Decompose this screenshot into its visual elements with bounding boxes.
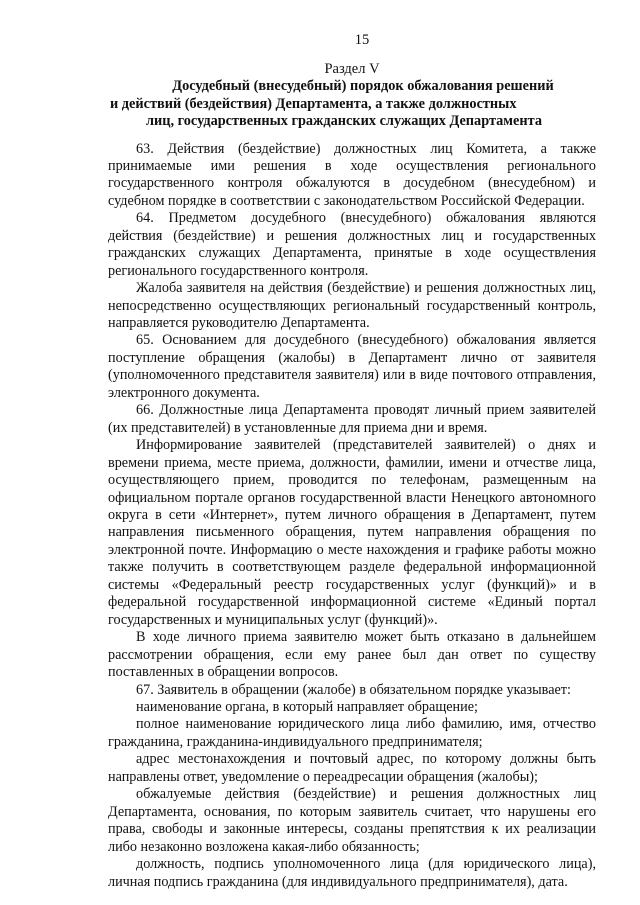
list-item-applicant-name: полное наименование юридического лица либо фамилию, имя, отчество гражданина, гражданина-индивидуального предпринимателя;	[108, 716, 596, 750]
paragraph-informing: Информирование заявителей (представителей заявителей) о днях и времени приема, месте приема, должности, фамилии, имени и отчестве лица, осуществляющего прием, проводится по телефонам, размещенным на официальном портале органов государственной власти Ненецкого автономного округа в сети «Интернет», путем личного обращения в Департамент, путем направления письменного обращения, путем направления обращения по электронной почте. Информацию о месте нахождения и графике работы можно также получить в соответствующем разделе федеральной информационной системы «Федеральный реестр государственных услуг (функций)» и в федеральной государственной информационной системе «Единый портал государственных и муниципальных услуг (функций)».	[108, 437, 596, 628]
page-number: 15	[354, 32, 370, 48]
document-body	[108, 141, 596, 891]
section-heading	[108, 78, 596, 131]
paragraph-63: 63. Действия (бездействие) должностных лиц Комитета, а также принимаемые ими решения в ходе осуществления регионального государственного контроля обжалуются в досудебном (внесудебном) и судебном порядке в соответствии с законодательством Российской Федерации.	[108, 140, 596, 209]
paragraph-65: 65. Основанием для досудебного (внесудебного) обжалования является поступление обращения (жалобы) в Департамент лично от заявителя (уполномоченного представителя заявителя) или в виде почтового отправления, электронного документа.	[108, 332, 596, 401]
section-heading-line: лиц, государственных гражданских служащих Департамента	[146, 113, 542, 129]
list-item-signature: должность, подпись уполномоченного лица (для юридического лица), личная подпись гражданина (для индивидуального предпринимателя), дата.	[108, 856, 596, 890]
paragraph-67: 67. Заявитель в обращении (жалобе) в обязательном порядке указывает:	[136, 681, 571, 698]
section-heading-line: Досудебный (внесудебный) порядок обжалования решений	[172, 78, 554, 94]
section-label: Раздел V	[324, 61, 380, 77]
list-item-address: адрес местонахождения и почтовый адрес, по которому должны быть направлены ответ, уведомление о переадресации обращения (жалобы);	[108, 751, 596, 785]
list-item-organ-name: наименование органа, в который направляет обращение;	[136, 699, 478, 715]
list-item-appealed-actions: обжалуемые действия (бездействие) и решения должностных лиц Департамента, основания, по которым заявитель считает, что нарушены его права, свободы и законные интересы, созданы препятствия к их реализации либо незаконно возложена какая-либо обязанность;	[108, 786, 596, 855]
paragraph-64: 64. Предметом досудебного (внесудебного) обжалования являются действия (бездействие) и решения должностных лиц и государственных гражданских служащих Департамента, принятые в ходе осуществления регионального государственного контроля.	[108, 210, 596, 279]
paragraph-refusal: В ходе личного приема заявителю может быть отказано в дальнейшем рассмотрении обращения, если ему ранее был дан ответ по существу поставленных в обращении вопросов.	[108, 629, 596, 681]
section-heading-line: и действий (бездействия) Департамента, а также должностных	[110, 95, 517, 112]
paragraph-66: 66. Должностные лица Департамента проводят личный прием заявителей (их представителей) в установленные для приема дни и время.	[108, 402, 596, 436]
paragraph-complaint: Жалоба заявителя на действия (бездействие) и решения должностных лиц, непосредственно осуществляющих региональный государственный контроль, направляется руководителю Департамента.	[108, 280, 596, 332]
